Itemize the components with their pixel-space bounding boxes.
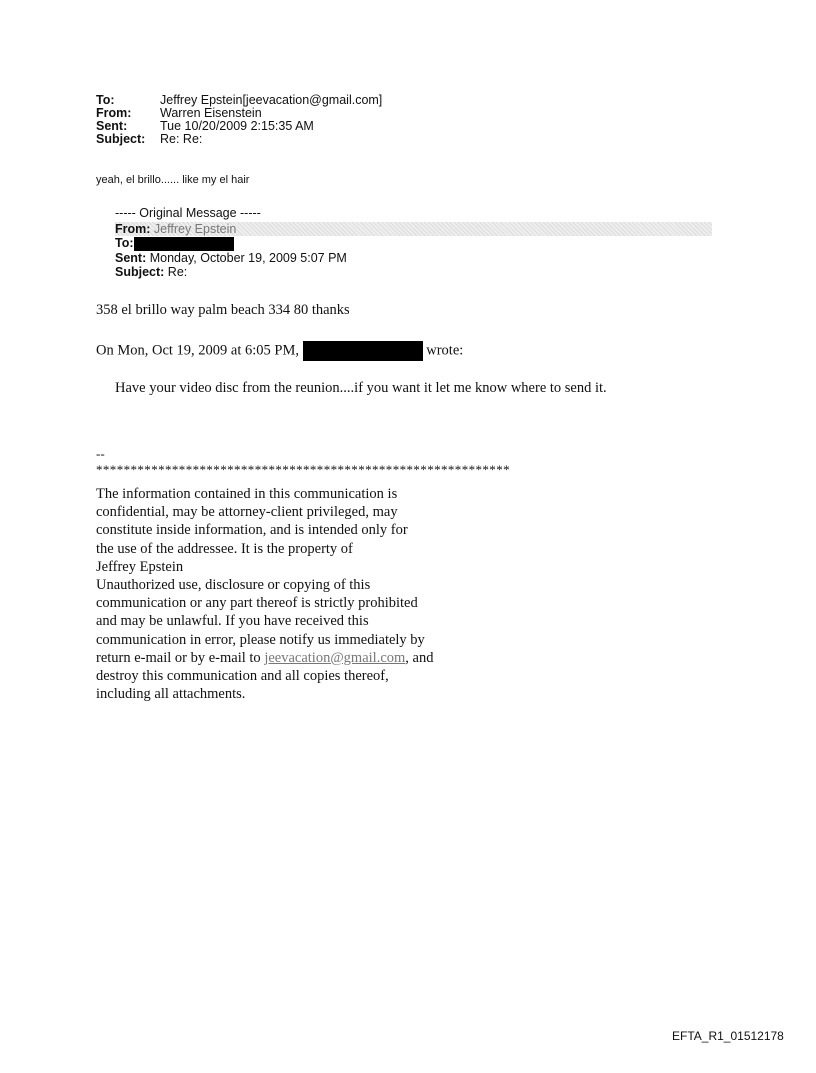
- disclaimer-text: return e-mail or by e-mail to: [96, 649, 265, 666]
- to-label: To:: [96, 93, 115, 107]
- original-from-label: From:: [115, 222, 151, 236]
- original-sent-label: Sent:: [115, 251, 147, 265]
- sent-value: Tue 10/20/2009 2:15:35 AM: [160, 119, 314, 133]
- disclaimer-line: Jeffrey Epstein: [96, 558, 184, 575]
- disclaimer-line: constitute inside information, and is intended only for: [96, 522, 408, 539]
- subject-value: Re: Re:: [160, 132, 203, 146]
- disclaimer-line: communication or any part thereof is strictly prohibited: [96, 595, 418, 612]
- disclaimer-line: the use of the addressee. It is the property of: [96, 540, 353, 557]
- quote-intro-text: On Mon, Oct 19, 2009 at 6:05 PM,: [96, 342, 299, 359]
- redaction-box: [303, 341, 423, 361]
- quoted-message: Have your video disc from the reunion....if you want it let me know where to send it.: [115, 380, 607, 396]
- reply-body: yeah, el brillo...... like my el hair: [96, 174, 250, 186]
- disclaimer-line: communication in error, please notify us immediately by: [96, 631, 425, 648]
- redaction-box: [134, 237, 234, 251]
- signature-stars: ************************************************************: [96, 462, 510, 477]
- from-label: From:: [96, 106, 132, 120]
- email-link[interactable]: jeevacation@gmail.com: [264, 649, 406, 666]
- disclaimer-line: The information contained in this communication is: [96, 486, 398, 502]
- original-from-link[interactable]: Jeffrey Epstein: [153, 222, 237, 236]
- original-sent-value: Monday, October 19, 2009 5:07 PM: [149, 251, 347, 265]
- original-from-line: [115, 222, 712, 236]
- to-value: Jeffrey Epstein[jeevacation@gmail.com]: [160, 93, 383, 107]
- original-subject-line: [115, 265, 187, 279]
- address-line: 358 el brillo way palm beach 334 80 thanks: [96, 302, 350, 318]
- original-divider: ----- Original Message -----: [115, 206, 261, 220]
- disclaimer-line: Unauthorized use, disclosure or copying of this: [96, 577, 371, 594]
- disclaimer-line: destroy this communication and all copies thereof,: [96, 668, 389, 685]
- original-sent-line: [115, 251, 347, 265]
- original-subject-label: Subject:: [115, 265, 165, 279]
- quote-intro: [96, 341, 463, 361]
- original-to-label: To:: [115, 236, 134, 250]
- sent-label: Sent:: [96, 119, 128, 133]
- disclaimer-line: and may be unlawful. If you have received this: [96, 613, 369, 630]
- signature-dash: --: [96, 446, 105, 461]
- subject-label: Subject:: [96, 132, 146, 146]
- disclaimer-line: [96, 649, 433, 667]
- from-value: Warren Eisenstein: [160, 106, 262, 120]
- disclaimer-line: including all attachments.: [96, 686, 246, 703]
- original-to-line: [115, 236, 234, 251]
- subject-line: [96, 133, 202, 146]
- disclaimer-line: confidential, may be attorney-client privileged, may: [96, 504, 398, 521]
- disclaimer-text: , and: [405, 649, 434, 666]
- disclaimer: [96, 485, 433, 703]
- original-subject-value: Re:: [167, 265, 188, 279]
- document-id: EFTA_R1_01512178: [672, 1029, 784, 1043]
- quote-intro-wrote: wrote:: [426, 342, 464, 359]
